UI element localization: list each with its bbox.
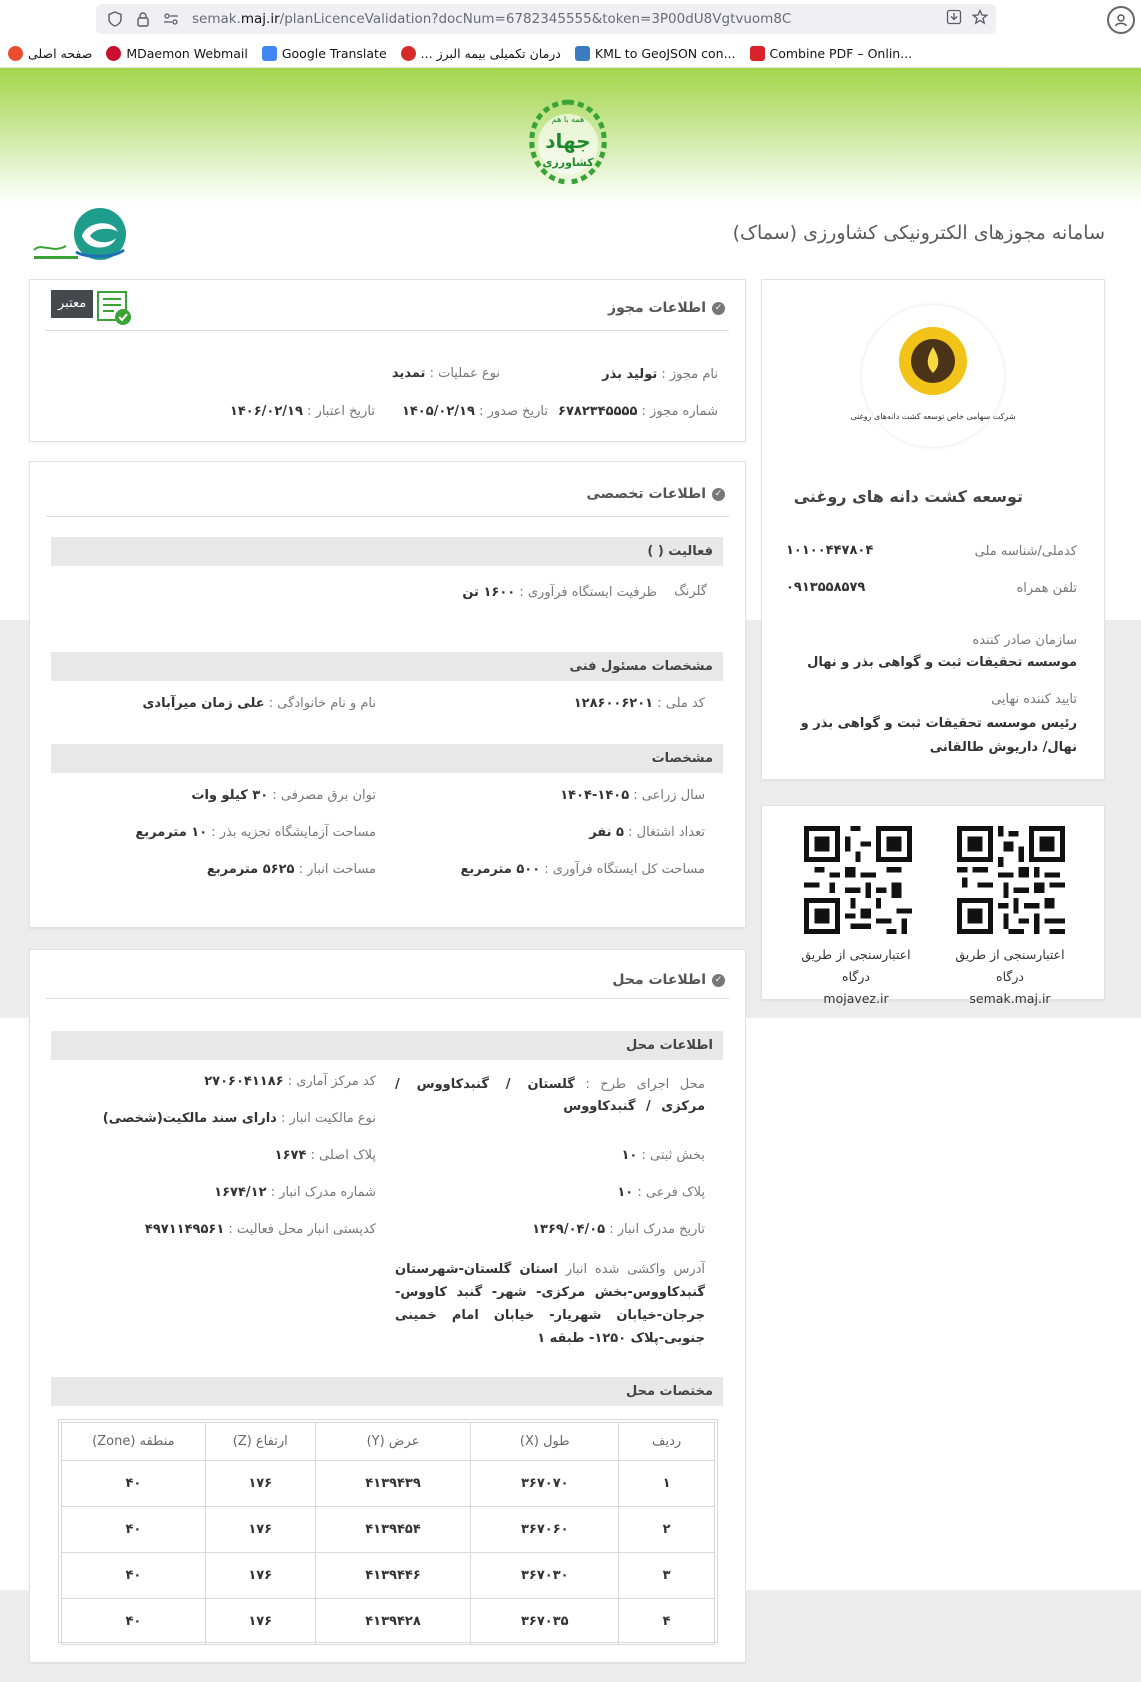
- url-text[interactable]: semak.maj.ir/planLicenceValidation?docNum=6782345555&token=3P00dU8Vgtvuom8C: [192, 11, 792, 27]
- issue-date: تاریخ صدور : ۱۴۰۵/۰۲/۱۹: [401, 404, 548, 419]
- warehouse-address: آدرس واکشی شده انبار استان گلستان-شهرستان گنبدکاووس-بخش مرکزی- شهر- گنبد کاووس-جرجان-خیابان شهریار- خیابان امام خمینی جنوبی-پلاک ۱۲۵۰- طبقه ۱: [395, 1262, 705, 1346]
- home-favicon-icon: [8, 46, 23, 61]
- license-heading: ✓ اطلاعات مجوز: [608, 300, 725, 316]
- warehouse-postal-code: کدپستی انبار محل فعالیت : ۴۹۷۱۱۴۹۵۶۱: [144, 1222, 376, 1237]
- cell: ۱: [619, 1461, 715, 1507]
- bookmark-mdaemon[interactable]: MDaemon Webmail: [106, 46, 248, 61]
- cell: ۳۶۷۰۶۰: [471, 1507, 619, 1553]
- pdf-favicon-icon: [750, 46, 765, 61]
- approver-value: رئیس موسسه تحقیقات ثبت و گواهی بذر و نهال/ داریوش طالقانی: [800, 716, 1077, 755]
- cell: ۴۰: [62, 1507, 206, 1553]
- address-bar[interactable]: [96, 4, 996, 34]
- specs-bar: مشخصات: [51, 744, 723, 773]
- cell: ۱۷۶: [205, 1461, 315, 1507]
- crop-name: گلرنگ: [674, 584, 707, 599]
- license-name: نام مجوز : تولید بذر: [602, 367, 718, 382]
- coordinates-table: [61, 1422, 715, 1645]
- col-y: عرض (Y): [315, 1423, 471, 1461]
- power-usage: توان برق مصرفی : ۳۰ کیلو وات: [191, 788, 376, 803]
- project-site: محل اجرای طرح : گلستان / گنبدکاووس / مرکزی / گنبدکاووس: [395, 1077, 705, 1114]
- bookmark-kml-geojson[interactable]: KML to GeoJSON con...: [575, 46, 736, 61]
- bookmark-combine-pdf[interactable]: Combine PDF – Onlin...: [750, 46, 913, 61]
- shield-icon[interactable]: [104, 8, 126, 30]
- crop-year: سال زراعی : ۱۴۰۵-۱۴۰۴: [560, 788, 705, 803]
- location-heading: ✓ اطلاعات محل: [612, 972, 725, 988]
- technical-manager-bar: مشخصات مسئول فنی: [51, 652, 723, 681]
- svg-text:همه با هم: همه با هم: [551, 115, 585, 124]
- site-title: سامانه مجوزهای الکترونیکی کشاورزی (سماک): [732, 222, 1105, 244]
- divider: [46, 330, 729, 331]
- station-area: مساحت کل ایستگاه فرآوری : ۵۰۰ مترمربع: [460, 862, 705, 877]
- simak-logo: [30, 206, 130, 268]
- warehouse-area: مساحت انبار : ۵۶۲۵ مترمربع: [206, 862, 376, 877]
- cell: ۴۰: [62, 1553, 206, 1599]
- bookmark-home[interactable]: صفحه اصلی: [8, 46, 92, 61]
- permissions-icon[interactable]: [160, 8, 182, 30]
- sub-plate: پلاک فرعی : ۱۰: [617, 1185, 705, 1200]
- cell: ۱۷۶: [205, 1599, 315, 1645]
- svg-text:کشاورزی: کشاورزی: [542, 156, 594, 169]
- qr-code-semak[interactable]: [957, 826, 1065, 934]
- cell: ۱۷۶: [205, 1507, 315, 1553]
- svg-text:شرکت سهامی خاص توسعه کشت دانه‌: شرکت سهامی خاص توسعه کشت دانه‌های روغنی: [850, 412, 1016, 421]
- cell: ۴۰: [62, 1599, 206, 1645]
- jihad-keshavarzi-logo: [520, 94, 616, 190]
- lock-icon[interactable]: [132, 8, 154, 30]
- translate-favicon-icon: [262, 46, 277, 61]
- registry-section: بخش ثبتی : ۱۰: [621, 1148, 705, 1163]
- ownership-type: نوع مالکیت انبار : دارای سند مالکیت(شخصی): [102, 1111, 376, 1126]
- bookmark-google-translate[interactable]: Google Translate: [262, 46, 387, 61]
- certificate-valid-icon: [96, 290, 132, 326]
- specialist-heading: ✓ اطلاعات تخصصی: [587, 486, 725, 502]
- technical-fullname: نام و نام خانوادگی : علی زمان میرآبادی: [142, 696, 376, 711]
- table-row: [62, 1553, 715, 1599]
- divider: [46, 998, 729, 999]
- table-header-row: [62, 1423, 715, 1461]
- download-icon[interactable]: [946, 9, 962, 29]
- staff-count: تعداد اشتغال : ۵ نفر: [589, 825, 705, 840]
- divider: [46, 516, 729, 517]
- table-row: [62, 1599, 715, 1645]
- license-card: [29, 279, 746, 442]
- stat-center-code: کد مرکز آماری : ۲۷۰۶۰۴۱۱۸۶: [204, 1074, 376, 1089]
- check-circle-icon: ✓: [712, 302, 725, 315]
- cell: ۳: [619, 1553, 715, 1599]
- qr-caption-semak: اعتبارسنجی از طریق درگاه semak.maj.ir: [955, 947, 1065, 1006]
- cell: ۲: [619, 1507, 715, 1553]
- cell: ۳۶۷۰۳۰: [471, 1553, 619, 1599]
- col-zone: منطقه (Zone): [62, 1423, 206, 1461]
- company-phone-label: تلفن همراه: [1016, 581, 1077, 596]
- approver-label: تایید کننده نهایی: [991, 692, 1077, 707]
- warehouse-doc-number: شماره مدرک انبار : ۱۶۷۴/۱۲: [214, 1185, 376, 1200]
- table-row: [62, 1461, 715, 1507]
- col-z: ارتفاع (Z): [205, 1423, 315, 1461]
- specialist-card: [29, 461, 746, 928]
- main-plate: پلاک اصلی : ۱۶۷۴: [274, 1148, 376, 1163]
- bookmark-alborz-insurance[interactable]: ... درمان تکمیلی بیمه البرز: [401, 46, 561, 61]
- warehouse-doc-date: تاریخ مدرک انبار : ۱۳۶۹/۰۴/۰۵: [532, 1222, 705, 1237]
- technical-national-id: کد ملی : ۱۲۸۶۰۰۶۲۰۱: [573, 696, 705, 711]
- location-info-bar: اطلاعات محل: [51, 1031, 723, 1060]
- cell: ۴۱۳۹۴۳۹: [315, 1461, 471, 1507]
- coordinates-bar: مختصات محل: [51, 1377, 723, 1406]
- cell: ۴۱۳۹۴۲۸: [315, 1599, 471, 1645]
- alborz-favicon-icon: [401, 46, 416, 61]
- issuer-label: سازمان صادر کننده: [972, 633, 1077, 648]
- qr-caption-mojavez: اعتبارسنجی از طریق درگاه mojavez.ir: [801, 947, 911, 1006]
- table-row: [62, 1507, 715, 1553]
- cell: ۴: [619, 1599, 715, 1645]
- cell: ۳۶۷۰۷۰: [471, 1461, 619, 1507]
- cell: ۱۷۶: [205, 1553, 315, 1599]
- cell: ۴۱۳۹۴۵۴: [315, 1507, 471, 1553]
- expiry-date: تاریخ اعتبار : ۱۴۰۶/۰۲/۱۹: [229, 404, 375, 419]
- company-phone: ۰۹۱۳۵۵۸۵۷۹: [786, 580, 866, 595]
- operation-type: نوع عملیات : تمدید: [391, 366, 500, 381]
- col-row: ردیف: [619, 1423, 715, 1461]
- activity-bar: فعالیت ( ): [51, 537, 723, 566]
- qr-code-mojavez[interactable]: [804, 826, 912, 934]
- bookmarks-bar: [0, 40, 1141, 68]
- company-logo: [850, 305, 1016, 447]
- account-icon[interactable]: [1107, 6, 1135, 34]
- issuer-value: موسسه تحقیقات ثبت و گواهی بذر و نهال: [807, 655, 1077, 670]
- browser-toolbar: [0, 0, 1141, 40]
- col-x: طول (X): [471, 1423, 619, 1461]
- check-circle-icon: ✓: [712, 974, 725, 987]
- company-national-id: ۱۰۱۰۰۴۴۷۸۰۴: [786, 543, 874, 558]
- mdaemon-favicon-icon: [106, 46, 121, 61]
- cell: ۳۶۷۰۳۵: [471, 1599, 619, 1645]
- status-badge: معتبر: [51, 290, 93, 318]
- license-number: شماره مجوز : ۶۷۸۲۳۴۵۵۵۵: [558, 404, 718, 419]
- cell: ۴۰: [62, 1461, 206, 1507]
- company-name: توسعه کشت دانه های روغنی: [793, 487, 1023, 506]
- lab-area: مساحت آزمایشگاه تجزیه بذر : ۱۰ مترمربع: [135, 825, 376, 840]
- check-circle-icon: ✓: [712, 488, 725, 501]
- processing-capacity: ظرفیت ایستگاه فرآوری : ۱۶۰۰ تن: [462, 585, 657, 600]
- svg-text:جهاد: جهاد: [545, 129, 591, 153]
- company-national-id-label: کدملی/شناسه ملی: [974, 544, 1077, 559]
- kml-favicon-icon: [575, 46, 590, 61]
- bookmark-star-icon[interactable]: [972, 9, 988, 29]
- cell: ۴۱۳۹۴۴۶: [315, 1553, 471, 1599]
